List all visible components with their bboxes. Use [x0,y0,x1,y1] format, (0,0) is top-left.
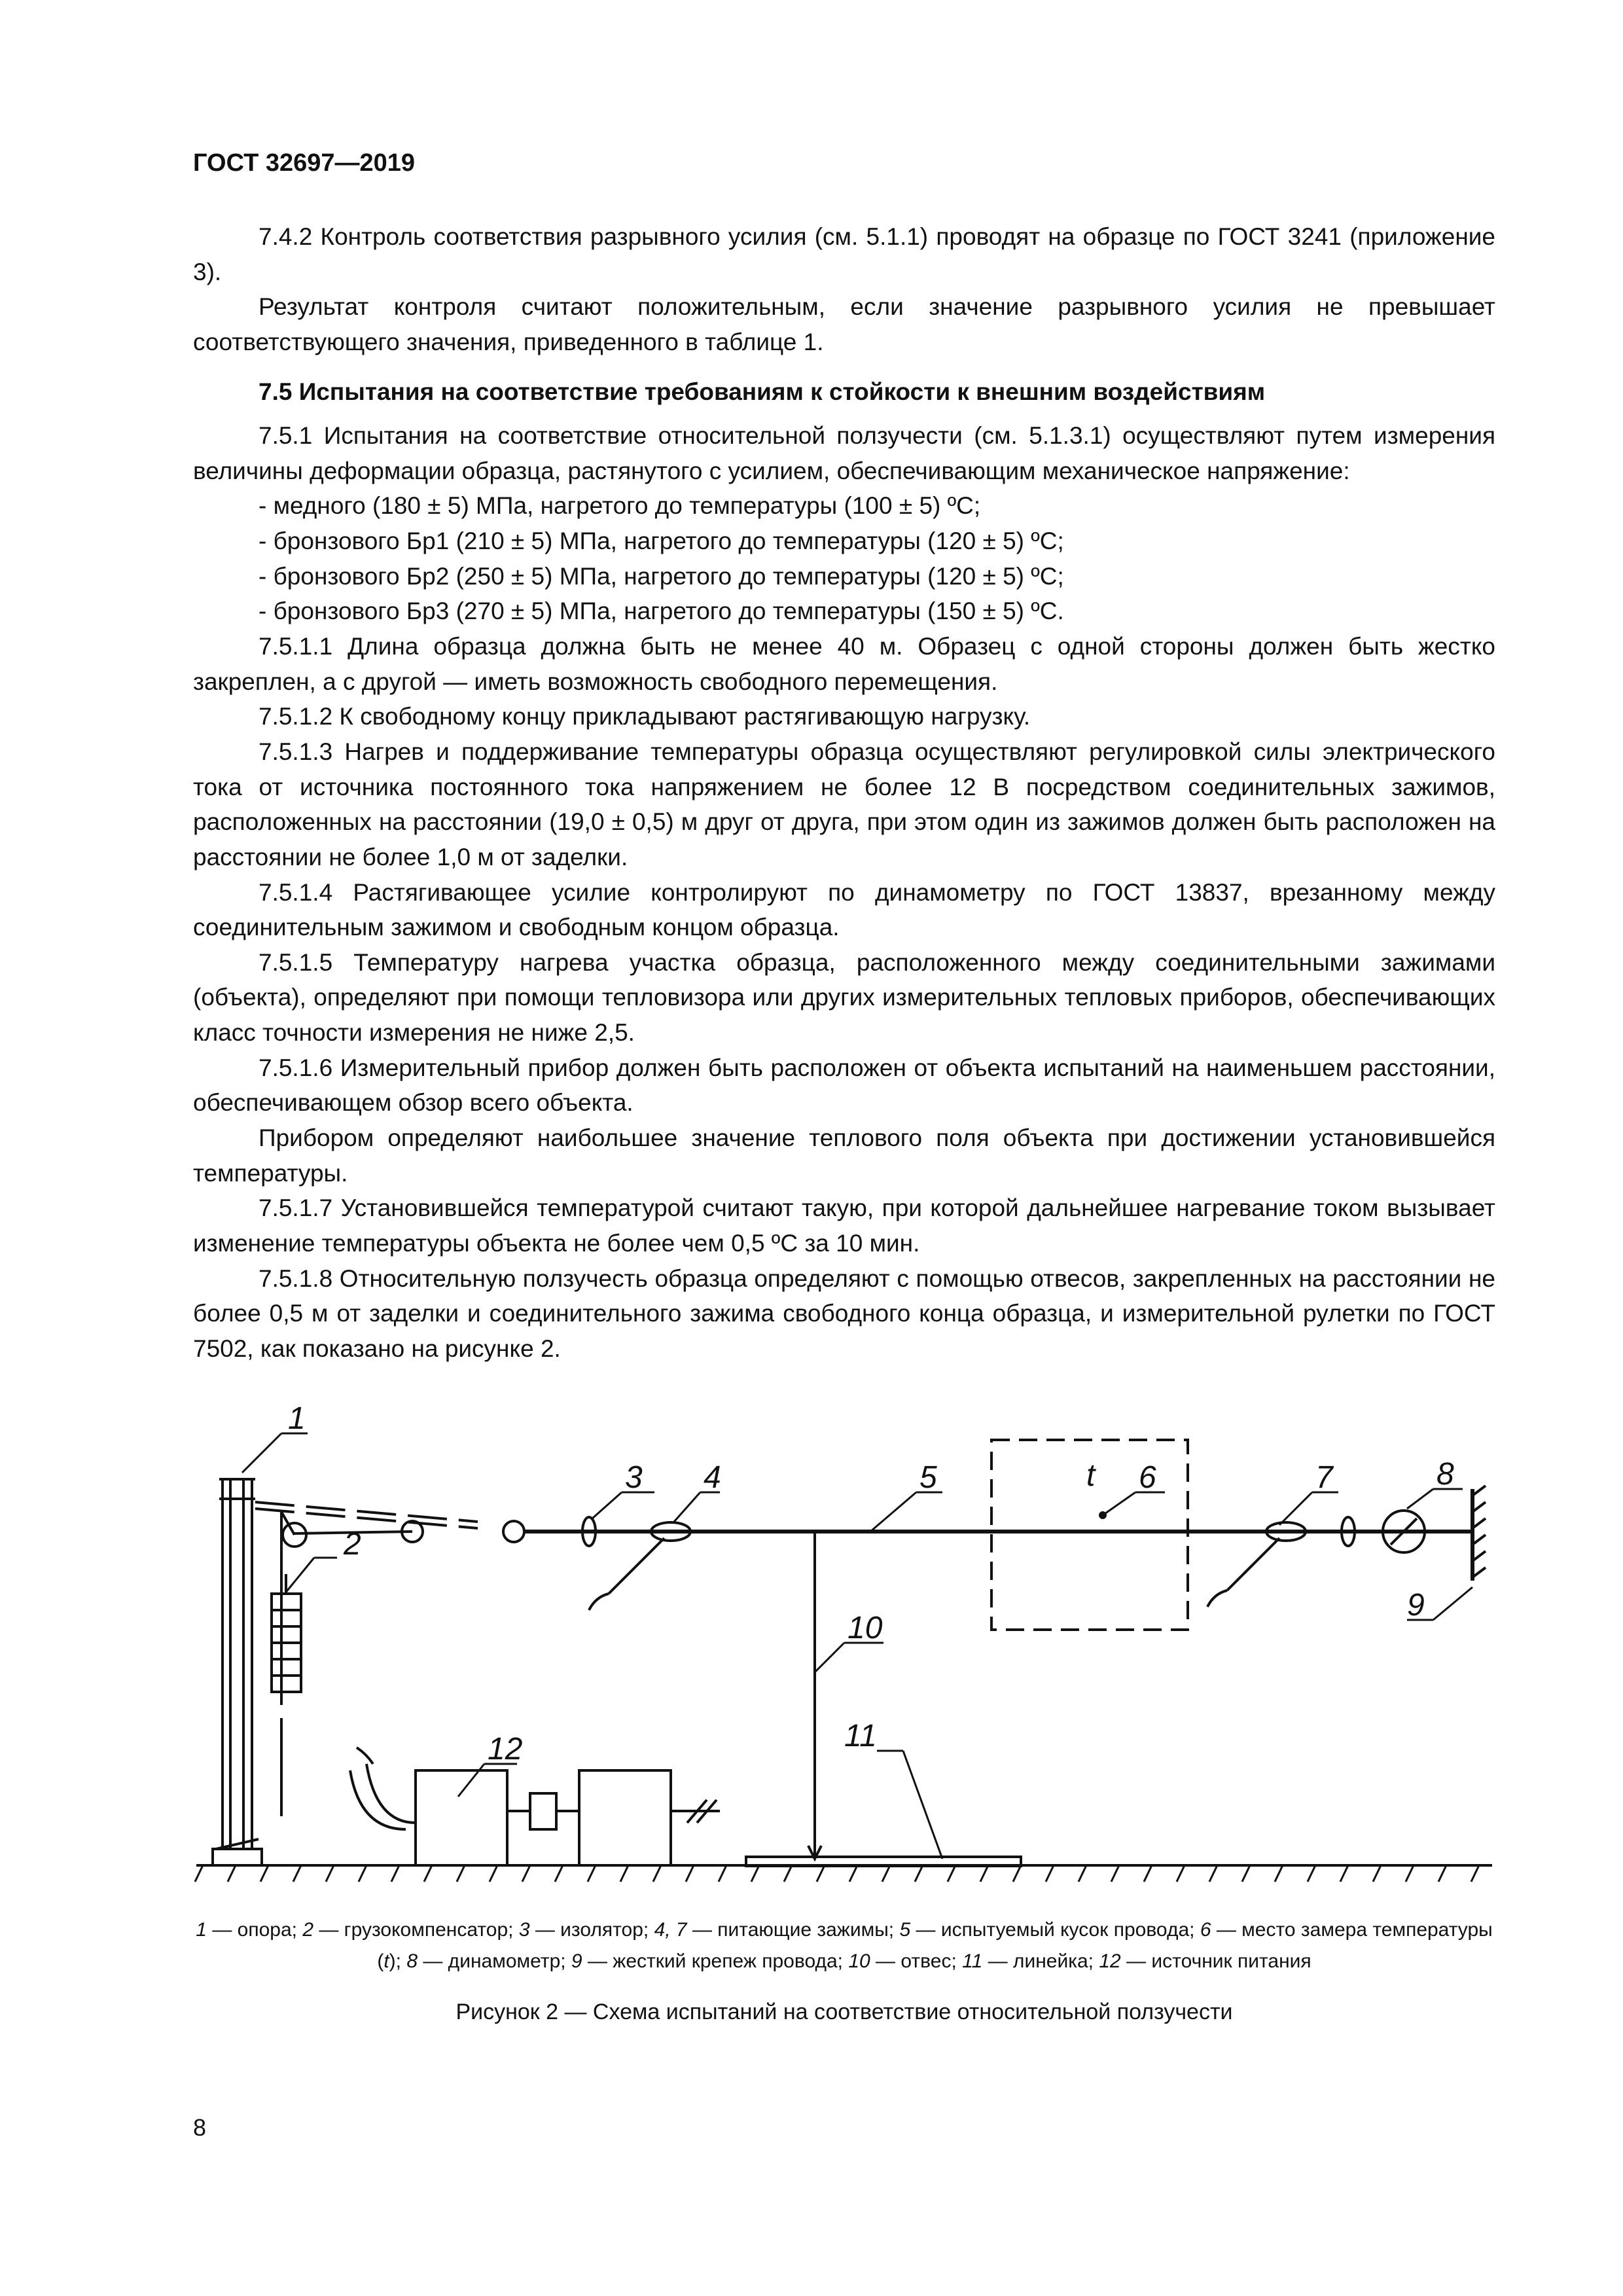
label-10: 10 [847,1611,883,1645]
label-12: 12 [488,1732,523,1767]
pulley [503,1521,524,1542]
paragraph: 7.5.1.3 Нагрев и поддерживание температуры образца осуществляют регулировкой силы электрического тока от источника постоянного тока напряжением не более 12 В посредством соединительных зажимов, расположенных на расстоянии (19,0 ± 0,5) м друг от друга, при этом один из зажимов должен быть расположен на расстоянии не более 1,0 м от заделки. [193,738,1495,870]
document-header: ГОСТ 32697—2019 [193,149,416,177]
paragraph: 7.5.1.6 Измерительный прибор должен быть расположен от объекта испытаний на наименьшем расстоянии, обеспечивающем обзор всего объекта. [193,1054,1495,1117]
legend-term: 2 [302,1919,313,1941]
test-scheme-figure [190,1365,1492,1901]
legend-text: — грузокомпенсатор; [313,1919,519,1941]
paragraph: 7.5.1.1 Длина образца должна быть не менее 40 м. Образец с одной стороны должен быть жестко закреплен, а с другой — иметь возможность свободного перемещения. [193,633,1495,695]
legend-text: — динамометр; [418,1950,571,1972]
paragraph: 7.5.1.5 Температуру нагрева участка образца, расположенного между соединительными зажимами (объекта), определяют при помощи тепловизора или других измерительных тепловых приборов, обеспечивающих класс точности измерения не ниже 2,5. [193,948,1495,1047]
legend-term: 4, 7 [654,1919,687,1941]
label-7: 7 [1315,1460,1333,1495]
label-3: 3 [625,1460,643,1495]
legend-text: — отвес; [870,1950,963,1972]
legend-text: — испытуемый кусок провода; [910,1919,1200,1941]
power-source [416,1770,507,1865]
legend-text: — опора; [206,1919,303,1941]
legend-text: ); [389,1950,407,1972]
legend-term: 12 [1099,1950,1121,1972]
list-item: - бронзового Бр3 (270 ± 5) МПа, нагретого до температуры (150 ± 5) ºС. [259,594,1495,629]
legend-term: 3 [518,1919,530,1941]
legend-text: — питающие зажимы; [687,1919,900,1941]
section-title: 7.5 Испытания на соответствие требованиям к стойкости к внешним воздействиям [259,378,1266,405]
legend-term: t [383,1950,389,1972]
label-t: t [1086,1458,1096,1493]
legend-text: — линейка; [982,1950,1099,1972]
label-2: 2 [344,1527,361,1562]
ground-hatching [195,1865,1479,1882]
figure-caption: Рисунок 2 — Схема испытаний на соответствие относительной ползучести [455,2000,1233,2024]
paragraph: Прибором определяют наибольшее значение теплового поля объекта при достижении установившейся температуры. [193,1124,1495,1187]
paragraph: 7.5.1.7 Установившейся температурой считают такую, при которой дальнейшее нагревание током вызывает изменение температуры объекта не более чем 0,5 ºС за 10 мин. [193,1194,1495,1257]
legend-term: 10 [848,1950,870,1972]
page-number: 8 [193,2114,207,2141]
label-9: 9 [1407,1588,1425,1623]
paragraph: 7.5.1.4 Растягивающее усилие контролируют по динамометру по ГОСТ 13837, врезанному между соединительным зажимом и свободным концом образца. [193,878,1495,941]
figure-legend [193,1914,1495,1977]
support-pole [213,1479,262,1865]
list-item: - бронзового Бр2 (250 ± 5) МПа, нагретого до температуры (120 ± 5) ºС; [259,559,1495,594]
list-item: - бронзового Бр1 (210 ± 5) МПа, нагретого до температуры (120 ± 5) ºС; [259,524,1495,559]
label-4: 4 [704,1460,721,1495]
legend-term: 1 [196,1919,207,1941]
label-11: 11 [844,1719,877,1753]
paragraph: 7.4.2 Контроль соответствия разрывного усилия (см. 5.1.1) проводят на образце по ГОСТ 3241 (приложение 3). [193,223,1495,285]
label-8: 8 [1436,1457,1454,1492]
legend-term: 8 [406,1950,418,1972]
legend-text: — источник питания [1120,1950,1311,1972]
stress-list [193,488,1495,629]
legend-term: 5 [899,1919,911,1941]
document-body [193,219,1495,1367]
legend-term: 11 [962,1950,983,1972]
paragraph: Результат контроля считают положительным, если значение разрывного усилия не превышает соответствующего значения, приведенного в таблице 1. [193,293,1495,355]
paragraph: 7.5.1 Испытания на соответствие относительной ползучести (см. 5.1.3.1) осуществляют путем измерения величины деформации образца, растянутого с усилием, обеспечивающим механическое напряжение: [193,422,1495,484]
legend-term: 6 [1200,1919,1211,1941]
legend-term: 9 [571,1950,582,1972]
label-5: 5 [919,1460,937,1495]
legend-text: — изолятор; [529,1919,654,1941]
label-6: 6 [1139,1460,1156,1495]
list-item: - медного (180 ± 5) МПа, нагретого до температуры (100 ± 5) ºС; [259,488,1495,524]
test-scheme-drawing [190,1365,1492,1901]
paragraph: 7.5.1.8 Относительную ползучесть образца определяют с помощью отвесов, закрепленных на расстоянии не более 0,5 м от заделки и соединительного зажима свободного конца образца, и измерительной рулетки по ГОСТ 7502, как показано на рисунке 2. [193,1265,1495,1362]
paragraph: 7.5.1.2 К свободному концу прикладывают растягивающую нагрузку. [259,703,1031,730]
legend-text: — жесткий крепеж провода; [582,1950,849,1972]
label-1: 1 [288,1401,306,1436]
legend-text: — место замера температуры ( [377,1919,1493,1972]
